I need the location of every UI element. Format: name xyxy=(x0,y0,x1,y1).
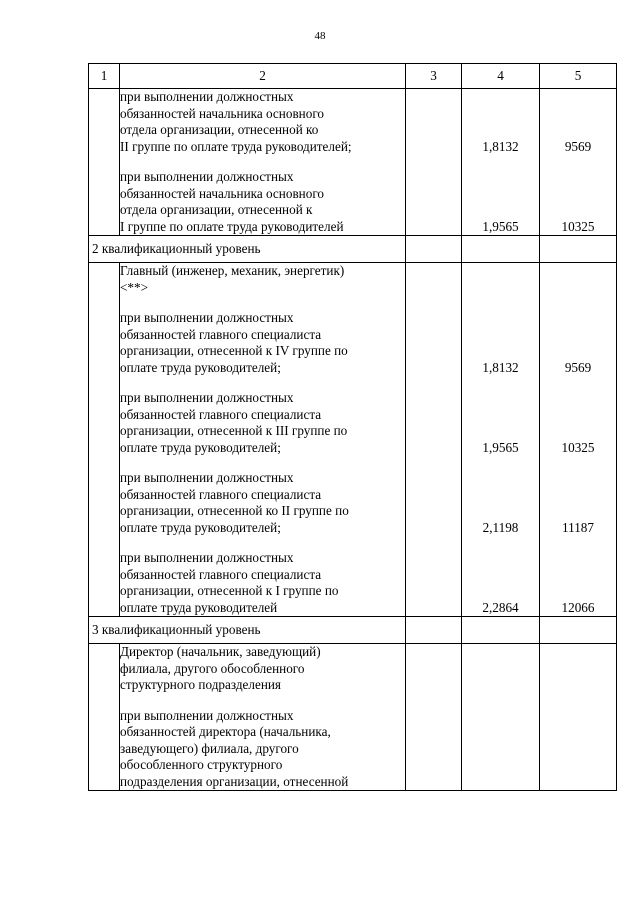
entry-block xyxy=(120,390,405,456)
header-cell: 1 xyxy=(89,64,120,89)
salary-value xyxy=(540,550,616,616)
text-line: отдела организации, отнесенной к xyxy=(120,202,313,217)
text-line: обязанностей начальника основного xyxy=(120,185,324,201)
level-label: 3 квалификационный уровень xyxy=(89,617,406,644)
salary-cell xyxy=(540,263,617,617)
header-cell: 4 xyxy=(462,64,540,89)
coefficient-value xyxy=(462,644,539,694)
header-row xyxy=(89,64,617,89)
text-line: организации, отнесенной ко II группе по xyxy=(120,503,349,518)
page-number: 48 xyxy=(314,30,326,42)
salary-value xyxy=(540,390,616,456)
level-row xyxy=(89,236,617,263)
empty-cell xyxy=(89,263,120,617)
entry-spacer xyxy=(462,456,539,470)
description-cell xyxy=(120,89,406,236)
coefficient-text: 1,8132 xyxy=(482,138,519,154)
text-line: <**> xyxy=(120,279,149,295)
salary-cell xyxy=(540,89,617,236)
coefficient-value xyxy=(462,708,539,791)
entry-spacer xyxy=(540,296,616,310)
empty-cell xyxy=(462,236,540,263)
table-row xyxy=(89,89,617,236)
coefficient-value xyxy=(462,310,539,376)
salary-text: 9569 xyxy=(564,138,592,154)
entry-spacer xyxy=(540,536,616,550)
text-line: оплате труда руководителей; xyxy=(120,359,281,375)
entry-spacer xyxy=(462,536,539,550)
coefficient-text: 2,2864 xyxy=(482,599,519,615)
empty-cell xyxy=(406,644,462,791)
empty-cell xyxy=(406,236,462,263)
coefficient-cell xyxy=(462,263,540,617)
text-line: филиала, другого обособленного xyxy=(120,660,305,676)
entry-spacer xyxy=(120,694,405,708)
empty-cell xyxy=(540,617,617,644)
entry-spacer xyxy=(540,694,616,708)
entry-block xyxy=(120,470,405,536)
text-line: подразделения организации, отнесенной xyxy=(120,773,349,789)
entry-spacer xyxy=(462,694,539,708)
text-line: при выполнении должностных xyxy=(120,89,294,104)
text-line: II группе по оплате труда руководителей; xyxy=(120,138,352,154)
text-line: Директор (начальник, заведующий) xyxy=(120,644,321,659)
coefficient-cell xyxy=(462,644,540,791)
entry-spacer xyxy=(120,456,405,470)
level-row xyxy=(89,617,617,644)
text-line: Главный (инженер, механик, энергетик) xyxy=(120,263,345,278)
entry-spacer xyxy=(462,155,539,169)
text-line: при выполнении должностных xyxy=(120,707,294,723)
coefficient-cell xyxy=(462,89,540,236)
text-line: оплате труда руководителей; xyxy=(120,439,281,455)
salary-text: 12066 xyxy=(561,599,595,615)
empty-cell xyxy=(540,236,617,263)
text-line: организации, отнесенной к I группе по xyxy=(120,583,339,598)
coefficient-text: 1,9565 xyxy=(482,218,519,234)
entry-block xyxy=(120,708,405,791)
coefficient-text: 1,8132 xyxy=(482,359,519,375)
salary-text: 9569 xyxy=(564,359,592,375)
coefficient-value xyxy=(462,263,539,296)
entry-block xyxy=(120,550,405,616)
empty-cell xyxy=(406,617,462,644)
text-line: обособленного структурного xyxy=(120,757,283,772)
level-label: 2 квалификационный уровень xyxy=(89,236,406,263)
entry-block xyxy=(120,644,405,694)
salary-table xyxy=(88,63,617,791)
salary-value xyxy=(540,263,616,296)
coefficient-text: 2,1198 xyxy=(482,519,519,535)
text-line: организации, отнесенной к III группе по xyxy=(120,423,348,438)
text-line: обязанностей директора (начальника, xyxy=(120,724,331,739)
salary-value xyxy=(540,89,616,155)
empty-cell xyxy=(89,89,120,236)
entry-spacer xyxy=(120,536,405,550)
entry-spacer xyxy=(462,376,539,390)
table-row xyxy=(89,644,617,791)
header-cell: 5 xyxy=(540,64,617,89)
text-line: I группе по оплате труда руководителей xyxy=(120,218,344,234)
header-cell: 3 xyxy=(406,64,462,89)
entry-spacer xyxy=(540,376,616,390)
entry-block xyxy=(120,89,405,155)
entry-spacer xyxy=(120,155,405,169)
salary-value xyxy=(540,169,616,235)
text-line: при выполнении должностных xyxy=(120,310,294,325)
empty-cell xyxy=(406,89,462,236)
description-cell xyxy=(120,644,406,791)
entry-block xyxy=(120,263,405,296)
salary-text: 11187 xyxy=(562,519,594,535)
table-body xyxy=(89,64,617,791)
empty-cell xyxy=(462,617,540,644)
header-cell: 2 xyxy=(120,64,406,89)
text-line: обязанностей главного специалиста xyxy=(120,326,322,342)
text-line: организации, отнесенной к IV группе по xyxy=(120,343,348,358)
description-cell xyxy=(120,263,406,617)
salary-value xyxy=(540,644,616,694)
text-line: при выполнении должностных xyxy=(120,470,294,485)
text-line: при выполнении должностных xyxy=(120,169,294,184)
salary-value xyxy=(540,310,616,376)
text-line: при выполнении должностных xyxy=(120,390,294,405)
text-line: при выполнении должностных xyxy=(120,550,294,565)
text-line: заведующего) филиала, другого xyxy=(120,740,299,756)
entry-spacer xyxy=(462,296,539,310)
salary-text: 10325 xyxy=(561,218,595,234)
coefficient-value xyxy=(462,470,539,536)
entry-spacer xyxy=(540,155,616,169)
table-row xyxy=(89,263,617,617)
coefficient-value xyxy=(462,390,539,456)
entry-block xyxy=(120,169,405,235)
salary-value xyxy=(540,708,616,791)
salary-value xyxy=(540,470,616,536)
coefficient-value xyxy=(462,550,539,616)
text-line: обязанностей главного специалиста xyxy=(120,486,322,502)
entry-spacer xyxy=(540,456,616,470)
salary-text: 10325 xyxy=(561,439,595,455)
empty-cell xyxy=(89,644,120,791)
text-line: оплате труда руководителей xyxy=(120,599,278,615)
text-line: обязанностей главного специалиста xyxy=(120,566,322,582)
entry-spacer xyxy=(120,296,405,310)
text-line: обязанностей начальника основного xyxy=(120,105,324,121)
coefficient-text: 1,9565 xyxy=(482,439,519,455)
text-line: структурного подразделения xyxy=(120,677,281,692)
text-line: оплате труда руководителей; xyxy=(120,519,281,535)
entry-spacer xyxy=(120,376,405,390)
coefficient-value xyxy=(462,169,539,235)
coefficient-value xyxy=(462,89,539,155)
text-line: отдела организации, отнесенной ко xyxy=(120,122,319,137)
empty-cell xyxy=(406,263,462,617)
text-line: обязанностей главного специалиста xyxy=(120,406,322,422)
salary-cell xyxy=(540,644,617,791)
entry-block xyxy=(120,310,405,376)
